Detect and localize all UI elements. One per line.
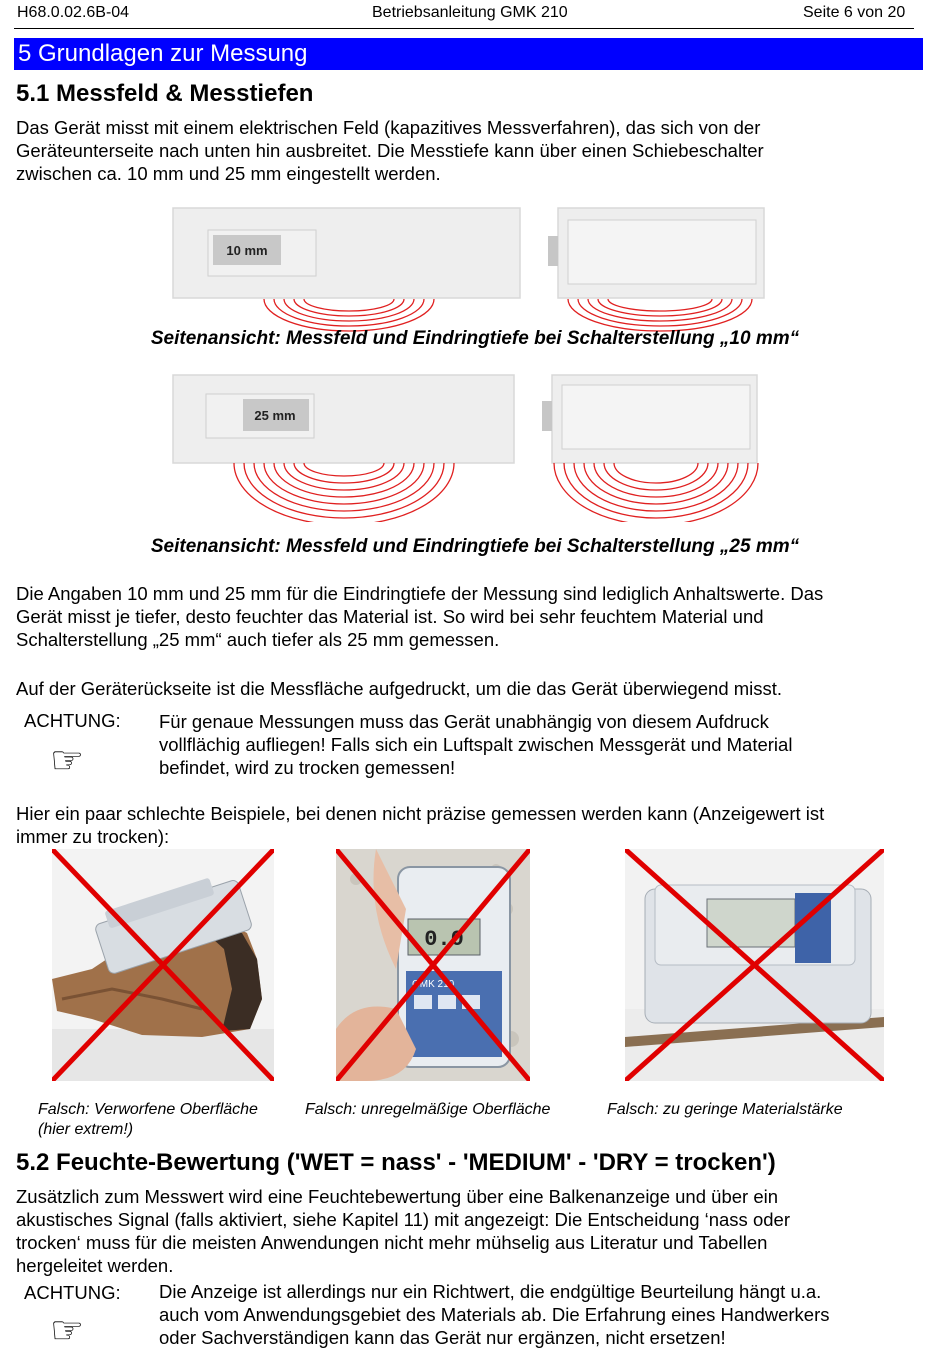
text-line: immer zu trocken): — [16, 826, 170, 847]
text-line: akustisches Signal (falls aktiviert, siehe Kapitel 11) mit angezeigt: Die Entscheidung ‘nass oder — [16, 1209, 790, 1230]
diagram-25mm — [170, 372, 770, 522]
photo-caption-3: Falsch: zu geringe Materialstärke — [607, 1101, 843, 1118]
photo-uneven-surface — [52, 849, 274, 1081]
text-line: Das Gerät misst mit einem elektrischen Feld (kapazitives Messverfahren), das sich von der — [16, 117, 761, 138]
depth-paragraph — [16, 582, 921, 651]
section-5-1-heading: 5.1 Messfeld & Messtiefen — [16, 80, 314, 107]
page-number: Seite 6 von 20 — [803, 4, 906, 21]
photo-thin-material — [625, 849, 884, 1081]
photo-irregular-surface — [336, 849, 530, 1081]
field-arcs-side — [554, 463, 758, 522]
document-title: Betriebsanleitung GMK 210 — [372, 4, 568, 21]
photo-caption-2: Falsch: unregelmäßige Oberfläche — [305, 1101, 551, 1118]
back-side-paragraph: Auf der Geräterückseite ist die Messfläche aufgedruckt, um die das Gerät überwiegend misst. — [16, 678, 783, 699]
device-model-label: GMK 210 — [412, 979, 455, 990]
achtung-note — [159, 1280, 919, 1349]
achtung-label: ACHTUNG: — [24, 710, 121, 731]
caption-line: Falsch: Verworfene Oberfläche — [38, 1101, 258, 1118]
text-line: auch vom Anwendungsgebiet des Materials ab. Die Erfahrung eines Handwerkers — [159, 1304, 830, 1325]
achtung-label: ACHTUNG: — [24, 1282, 121, 1303]
text-line: trocken‘ muss für die meisten Anwendungen nicht mehr mühselig aus Literatur und Tabellen — [16, 1232, 768, 1253]
photo-caption-1 — [38, 1100, 258, 1140]
device-front-view — [173, 375, 514, 463]
field-arcs-front — [234, 463, 454, 522]
text-line: Die Angaben 10 mm und 25 mm für die Eindringtiefe der Messung sind lediglich Anhaltswerte. Das — [16, 583, 824, 604]
switch-label-10: 10 mm — [226, 243, 268, 258]
achtung-note — [159, 710, 919, 779]
field-arcs-front — [264, 299, 434, 331]
text-line: oder Sachverständigen kann das Gerät nur ergänzen, nicht ersetzen! — [159, 1327, 726, 1348]
pointing-hand-icon: ☞ — [50, 740, 85, 782]
bad-examples-paragraph — [16, 802, 921, 848]
intro-paragraph — [16, 116, 921, 185]
text-line: Zusätzlich zum Messwert wird eine Feuchtebewertung über eine Balkenanzeige und über ein — [16, 1186, 779, 1207]
text-line: Geräteunterseite nach unten hin ausbreitet. Die Messtiefe kann über einen Schiebeschalter — [16, 140, 764, 161]
text-line: vollflächig aufliegen! Falls sich ein Luftspalt zwischen Messgerät und Material — [159, 734, 793, 755]
text-line: Für genaue Messungen muss das Gerät unabhängig von diesem Aufdruck — [159, 711, 769, 732]
text-line: Schalterstellung „25 mm“ auch tiefer als 25 mm gemessen. — [16, 629, 500, 650]
diagram-10mm — [170, 205, 770, 335]
device-front-view — [173, 208, 520, 298]
device-side-view — [548, 208, 764, 298]
section-5-2-heading: 5.2 Feuchte-Bewertung ('WET = nass' - 'MEDIUM' - 'DRY = trocken') — [16, 1149, 776, 1176]
device-side-view — [542, 375, 757, 463]
caption-25mm: Seitenansicht: Messfeld und Eindringtiefe bei Schalterstellung „25 mm“ — [150, 536, 800, 557]
text-line: zwischen ca. 10 mm und 25 mm eingestellt werden. — [16, 163, 441, 184]
section-5-heading: 5 Grundlagen zur Messung — [14, 38, 923, 70]
switch-label-25: 25 mm — [254, 408, 296, 423]
text-line: befindet, wird zu trocken gemessen! — [159, 757, 456, 778]
text-line: Hier ein paar schlechte Beispiele, bei denen nicht präzise gemessen werden kann (Anzeigewert ist — [16, 803, 825, 824]
header-rule — [14, 28, 914, 29]
caption-line: (hier extrem!) — [38, 1121, 134, 1138]
text-line: Gerät misst je tiefer, desto feuchter das Material ist. So wird bei sehr feuchtem Material und — [16, 606, 764, 627]
field-arcs-side — [568, 299, 752, 331]
pointing-hand-icon: ☞ — [50, 1310, 85, 1352]
document-id: H68.0.02.6B-04 — [17, 4, 130, 21]
caption-10mm: Seitenansicht: Messfeld und Eindringtiefe bei Schalterstellung „10 mm“ — [150, 328, 800, 349]
lcd-reading: 0.0 — [424, 927, 464, 952]
text-line: hergeleitet werden. — [16, 1255, 174, 1276]
section-5-2-paragraph — [16, 1185, 921, 1277]
text-line: Die Anzeige ist allerdings nur ein Richtwert, die endgültige Beurteilung hängt u.a. — [159, 1281, 822, 1302]
